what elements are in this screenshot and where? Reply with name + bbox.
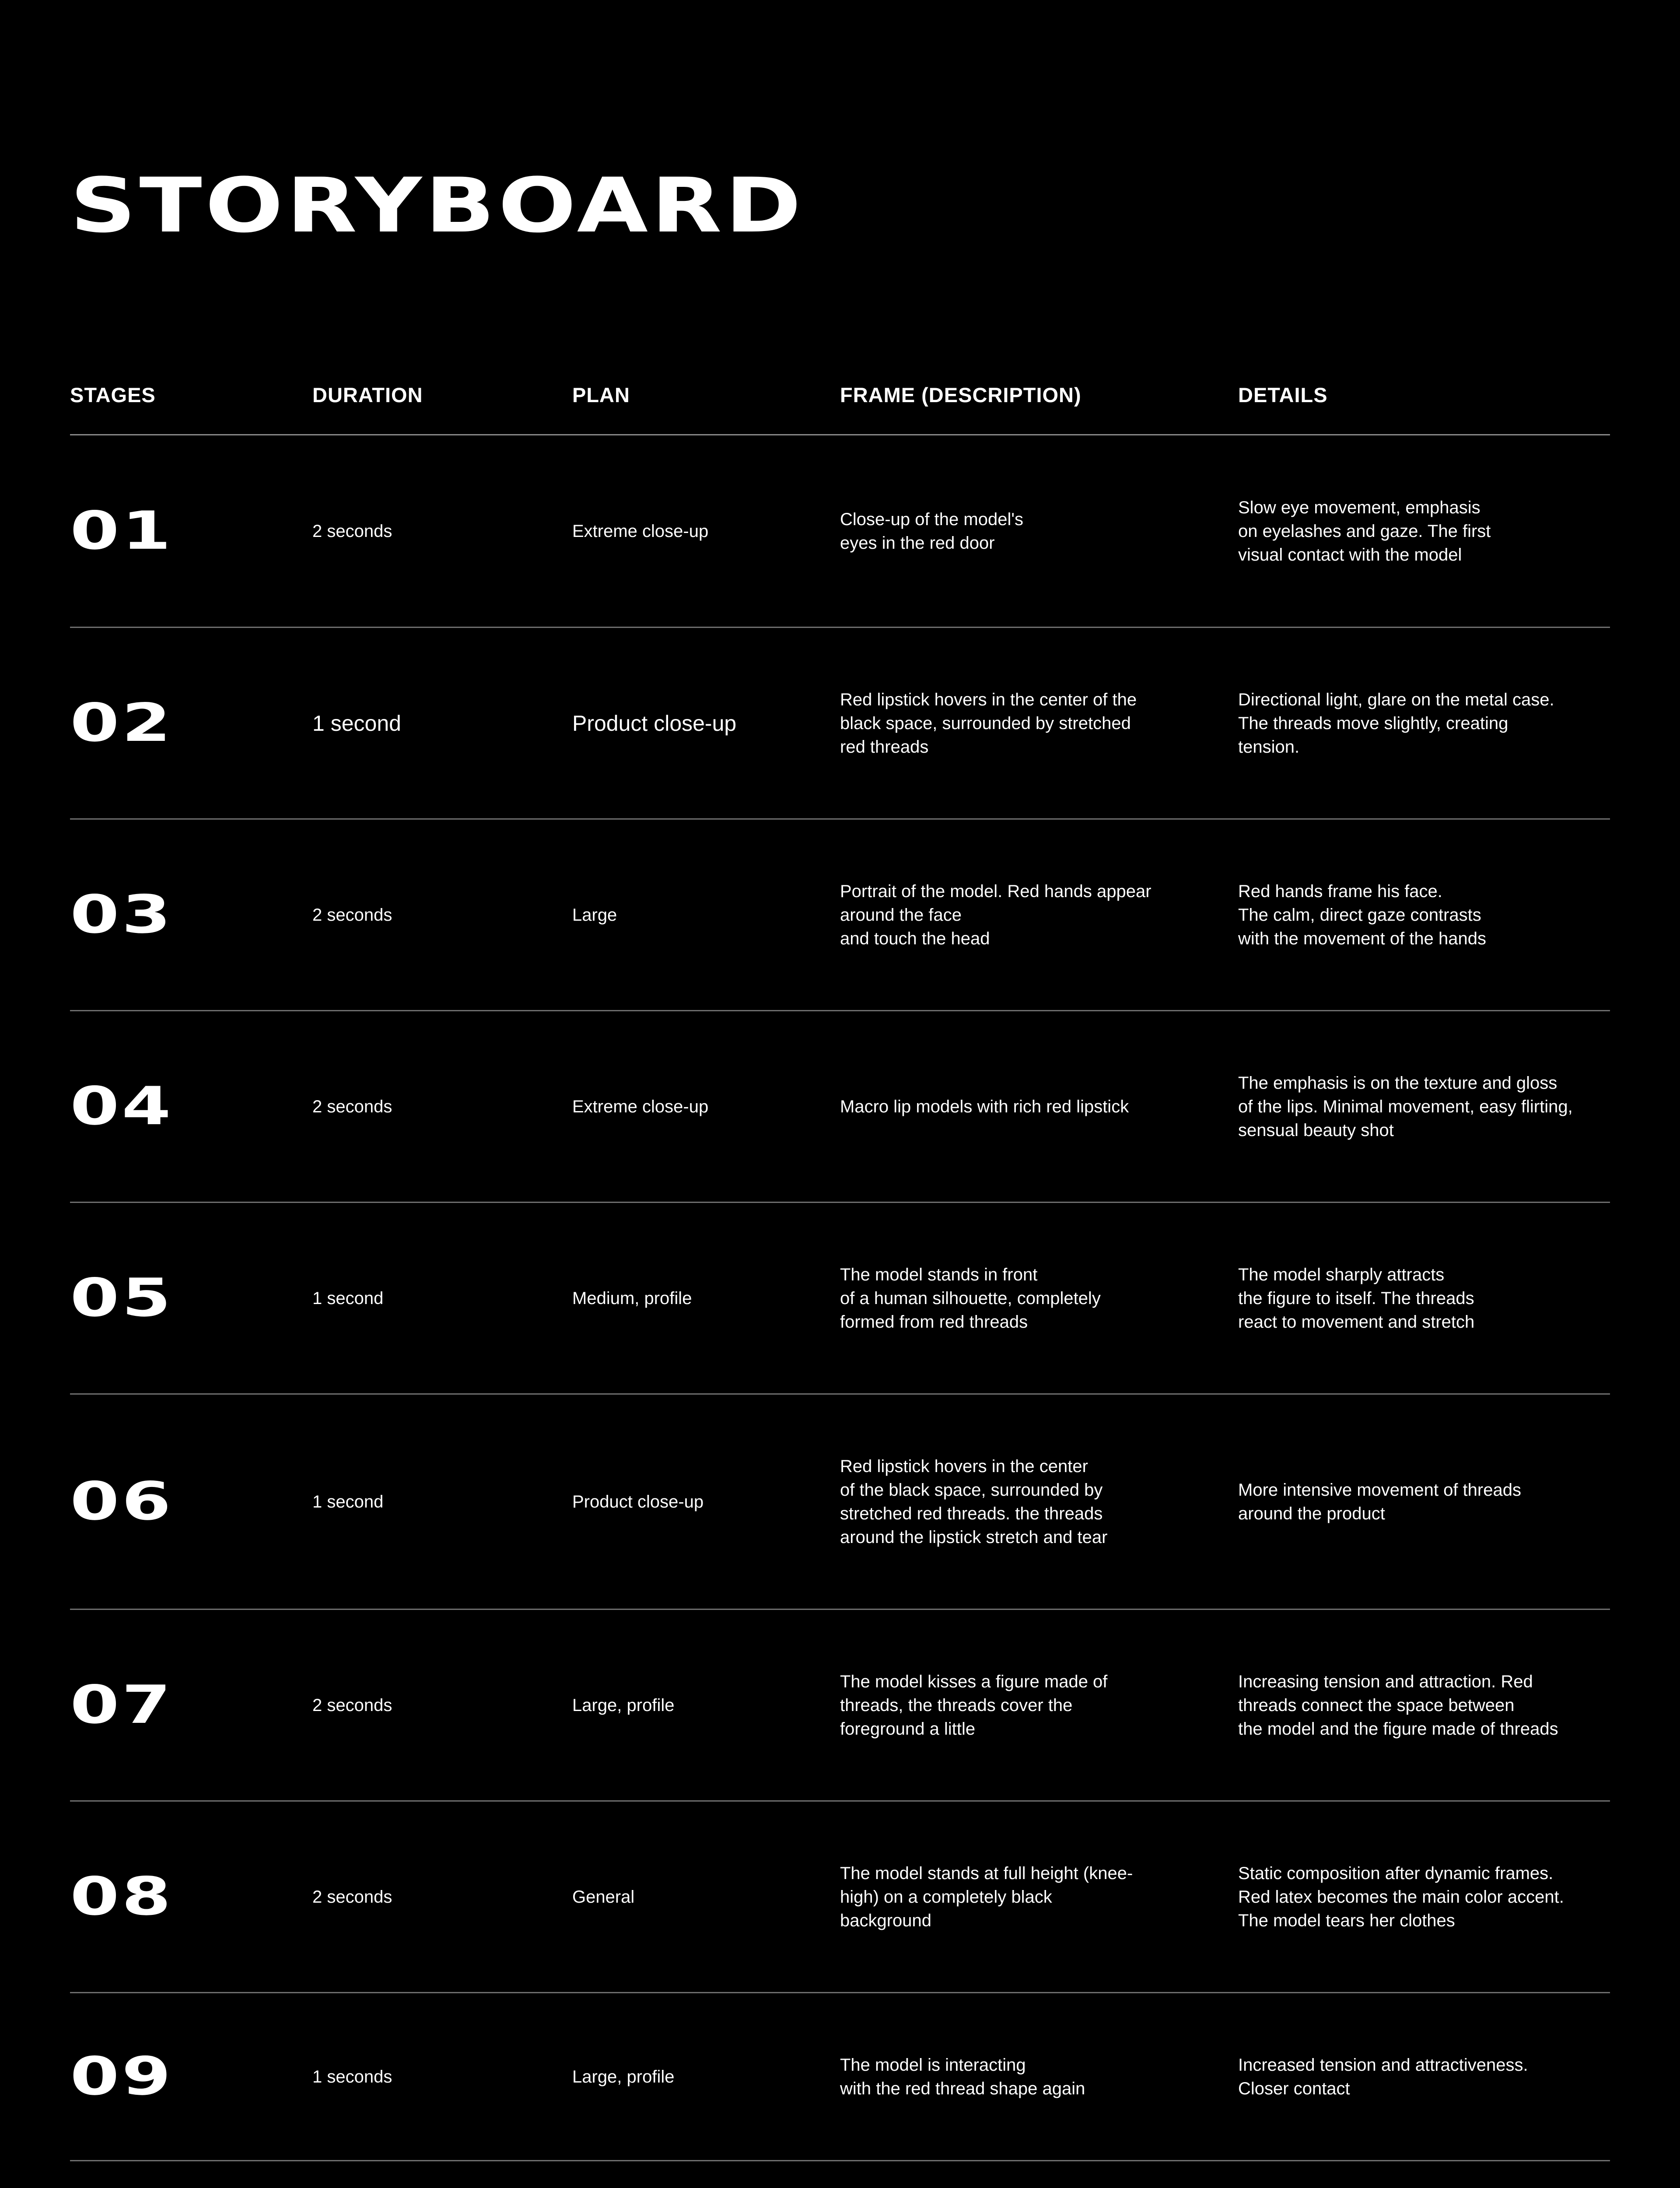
details-cell: Slow eye movement, emphasis on eyelashes and gaze. The first visual contact with the model <box>1238 498 1491 565</box>
stage-number: 02 <box>70 692 174 754</box>
plan-cell: Product close-up <box>572 711 737 736</box>
frame-description-cell: The model stands in front of a human silhouette, completely formed from red threads <box>840 1265 1101 1332</box>
table-row <box>70 2161 1610 2188</box>
frame-description-cell: The model is interacting with the red thread shape again <box>840 2055 1085 2098</box>
stage-number: 01 <box>70 500 174 561</box>
duration-cell: 1 second <box>312 1492 384 1511</box>
duration-cell: 2 seconds <box>312 905 392 925</box>
details-cell: Static composition after dynamic frames. Red latex becomes the main color accent. The model tears her clothes <box>1238 1863 1564 1930</box>
frame-description-cell: The model kisses a figure made of threads, the threads cover the foreground a little <box>840 1672 1108 1739</box>
details-cell: The model sharply attracts the figure to itself. The threads react to movement and stretch <box>1238 1265 1475 1332</box>
details-cell: Red hands frame his face. The calm, direct gaze contrasts with the movement of the hands <box>1238 881 1486 948</box>
table-row <box>70 1610 1610 1802</box>
header-stages: STAGES <box>70 383 156 407</box>
plan-cell: Medium, profile <box>572 1288 692 1308</box>
table-row <box>70 1993 1610 2161</box>
duration-cell <box>312 2161 557 2188</box>
plan-cell <box>572 2161 826 2188</box>
details-cell: Directional light, glare on the metal case. The threads move slightly, creating tension. <box>1238 690 1554 757</box>
plan-cell: Product close-up <box>572 1492 704 1511</box>
details-cell: More intensive movement of threads around the product <box>1238 1480 1521 1523</box>
duration-cell: 1 second <box>312 711 401 736</box>
duration-cell: 1 second <box>312 1288 384 1308</box>
frame-description-cell: Macro lip models with rich red lipstick <box>840 1097 1129 1116</box>
table-row <box>70 628 1610 820</box>
table-header <box>70 374 1610 435</box>
table-row <box>70 1203 1610 1395</box>
stage-number: 05 <box>70 1267 174 1329</box>
frame-description-cell: Red lipstick hovers in the center of the black space, surrounded by stretched red threads <box>840 690 1137 757</box>
stage-number <box>70 2161 173 2188</box>
frame-description-cell: The model stands at full height (knee- high) on a completely black background <box>840 1863 1133 1930</box>
details-cell: Increasing tension and attraction. Red threads connect the space between the model and the figure made of threads <box>1238 1672 1558 1739</box>
duration-cell: 1 seconds <box>312 2067 392 2086</box>
stage-number: 03 <box>70 884 174 945</box>
frame-description-cell: Close-up of the model's eyes in the red door <box>840 509 1023 553</box>
table-row <box>70 1802 1610 1993</box>
header-details: DETAILS <box>1238 383 1328 407</box>
frame-description-cell: Red lipstick hovers in the center of the black space, surrounded by stretched red threads. the threads around the lipstick stretch and tear <box>840 1456 1108 1547</box>
table-row <box>70 1011 1610 1203</box>
plan-cell: Large, profile <box>572 2067 675 2086</box>
plan-cell: Extreme close-up <box>572 1097 709 1116</box>
plan-cell: Extreme close-up <box>572 521 709 541</box>
table-row <box>70 435 1610 628</box>
duration-cell: 2 seconds <box>312 1097 392 1116</box>
details-cell: The emphasis is on the texture and gloss of the lips. Minimal movement, easy flirting, sensual beauty shot <box>1238 1073 1573 1140</box>
details-cell: Increased tension and attractiveness. Closer contact <box>1238 2055 1528 2098</box>
header-duration: DURATION <box>312 383 423 407</box>
duration-cell: 2 seconds <box>312 521 392 541</box>
duration-cell: 2 seconds <box>312 1695 392 1715</box>
stage-number: 08 <box>70 1866 174 1927</box>
page-title: STORYBOARD <box>70 161 805 249</box>
header-plan: PLAN <box>572 383 630 407</box>
duration-cell: 2 seconds <box>312 1887 392 1907</box>
plan-cell: General <box>572 1887 635 1907</box>
plan-cell: Large, profile <box>572 1695 675 1715</box>
stage-number: 06 <box>70 1471 174 1532</box>
header-frame-description: FRAME (DESCRIPTION) <box>840 383 1082 407</box>
stage-number: 07 <box>70 1674 174 1736</box>
details-cell <box>1238 2161 1614 2188</box>
table-row <box>70 1395 1610 1610</box>
frame-description-cell: Portrait of the model. Red hands appear around the face and touch the head <box>840 881 1152 948</box>
plan-cell: Large <box>572 905 617 925</box>
table-row <box>70 820 1610 1011</box>
frame-description-cell <box>840 2161 1225 2188</box>
stage-number: 09 <box>70 2046 174 2107</box>
stage-number: 04 <box>70 1076 174 1137</box>
